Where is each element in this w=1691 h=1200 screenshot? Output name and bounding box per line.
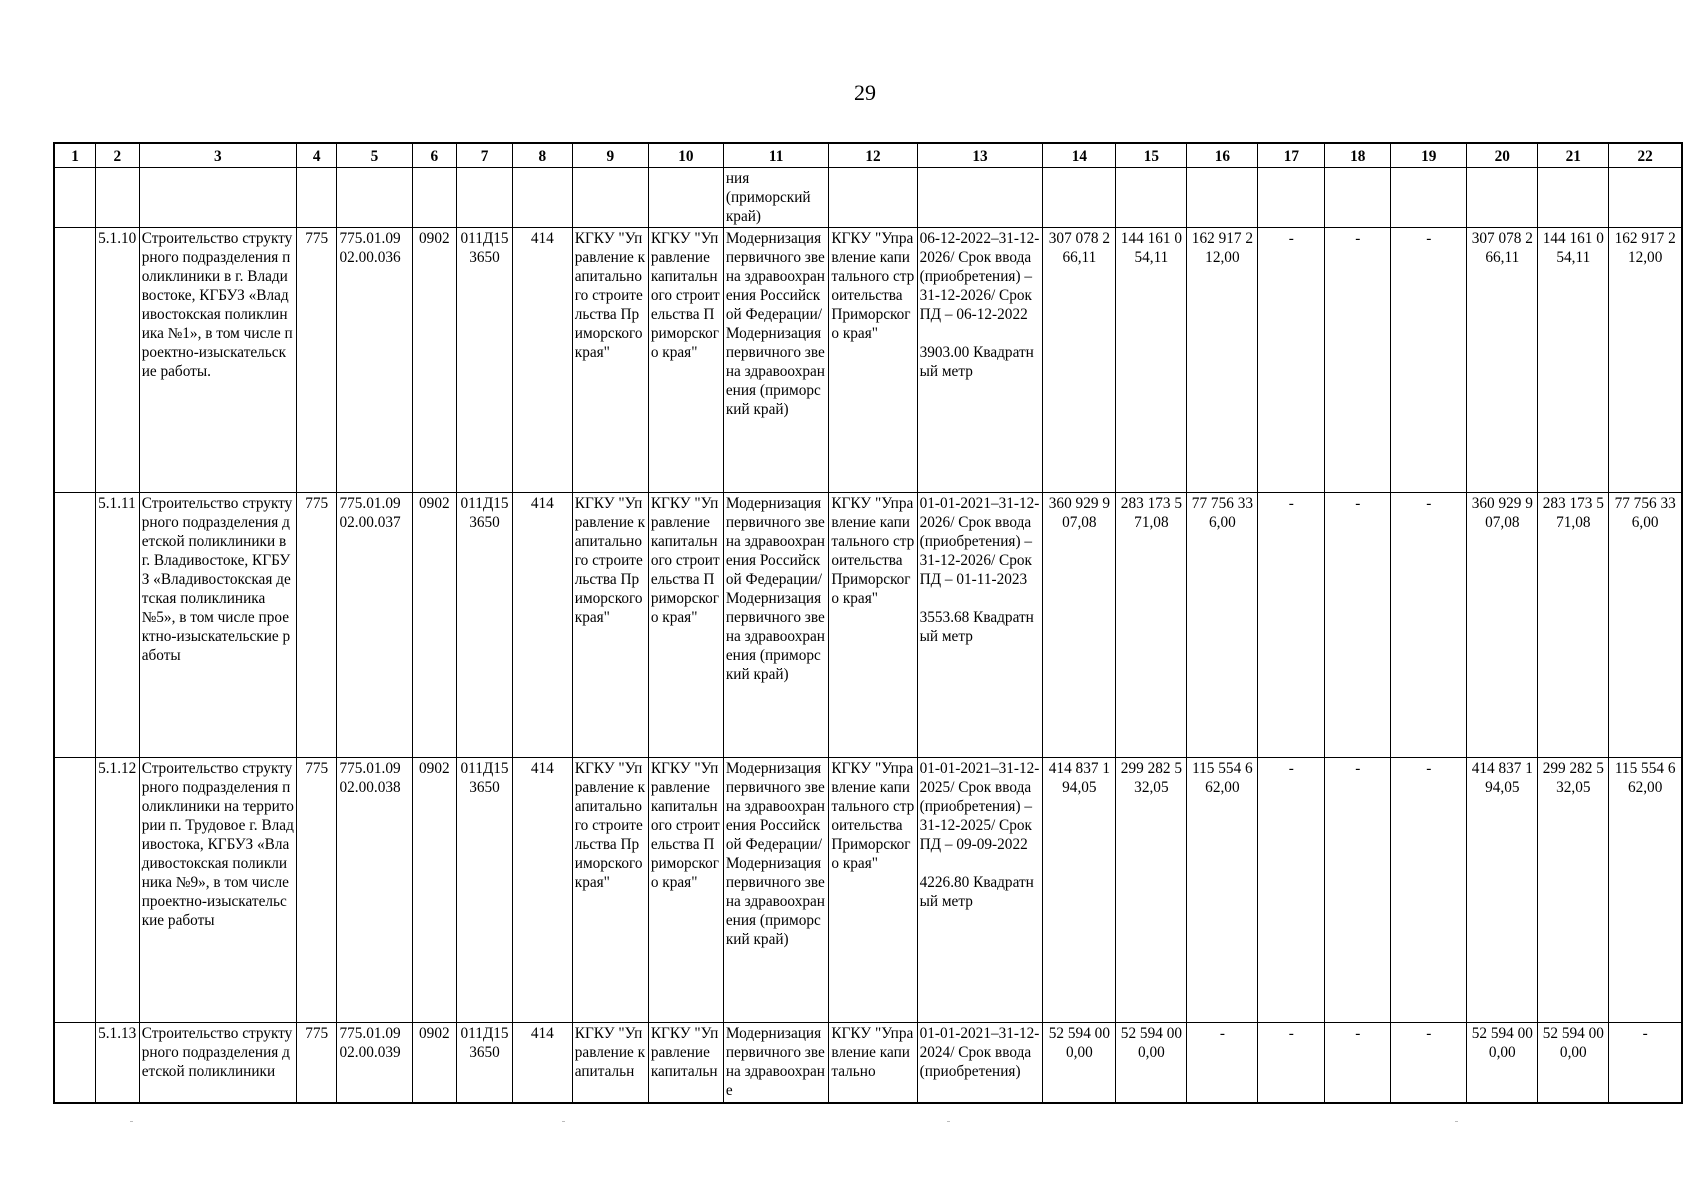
cell: 775 (296, 758, 337, 1023)
amount: 144 161 054,11 (1538, 228, 1609, 493)
col-header: 21 (1538, 143, 1609, 168)
amount: 360 929 907,08 (1467, 493, 1538, 758)
amount: 414 837 194,05 (1467, 758, 1538, 1023)
amount: 77 756 336,00 (1609, 493, 1682, 758)
col-header: 19 (1391, 143, 1467, 168)
amount: 52 594 000,00 (1467, 1023, 1538, 1104)
cell: Модернизация первичного звена здравоохранения Российской Федерации/Модернизация первичного звена здравоохранения (приморский край) (723, 758, 828, 1023)
amount: 414 837 194,05 (1043, 758, 1116, 1023)
col-header: 5 (337, 143, 412, 168)
continuation-cell: ния (приморский край) (723, 168, 828, 228)
col-header: 20 (1467, 143, 1538, 168)
amount: 283 173 571,08 (1538, 493, 1609, 758)
cell: КГКУ "Управление капитального строительства Приморского края" (648, 228, 723, 493)
amount: - (1325, 1023, 1391, 1104)
cell: КГКУ "Управление капитальн (648, 1023, 723, 1104)
cell: 0902 (412, 493, 457, 758)
amount: 115 554 662,00 (1609, 758, 1682, 1023)
cell: КГКУ "Управление капитальн (572, 1023, 648, 1104)
cell: 06-12-2022–31-12-2026/ Срок ввода (приобретения) – 31-12-2026/ Срок ПД – 06-12-2022 3903.00 Квадратный метр (917, 228, 1043, 493)
col-header: 14 (1043, 143, 1116, 168)
amount: - (1391, 758, 1467, 1023)
amount: - (1325, 758, 1391, 1023)
amount: - (1391, 493, 1467, 758)
col-header: 12 (829, 143, 917, 168)
col-header: 8 (512, 143, 572, 168)
row-number: 5.1.12 (96, 758, 140, 1023)
amount: 144 161 054,11 (1116, 228, 1187, 493)
cell: 775.01.09 02.00.039 (337, 1023, 412, 1104)
amount: 307 078 266,11 (1043, 228, 1116, 493)
col-header: 2 (96, 143, 140, 168)
table-row (54, 493, 1682, 758)
amount: - (1187, 1023, 1258, 1104)
amount: 299 282 532,05 (1116, 758, 1187, 1023)
amount: 162 917 212,00 (1187, 228, 1258, 493)
object-name: Строительство структурного подразделения поликлиники в г. Владивостоке, КГБУЗ «Владивостокская поликлиника №1», в том числе проектно-изыскательские работы. (139, 228, 296, 493)
cell: КГКУ "Управление капитального строительства Приморского края" (648, 493, 723, 758)
cell: КГКУ "Управление капитального строительства Приморского края" (829, 493, 917, 758)
col-header: 6 (412, 143, 457, 168)
amount: 283 173 571,08 (1116, 493, 1187, 758)
cell: Модернизация первичного звена здравоохранения Российской Федерации/Модернизация первичного звена здравоохранения (приморский край) (723, 228, 828, 493)
col-header: 18 (1325, 143, 1391, 168)
row-number: 5.1.10 (96, 228, 140, 493)
cell: 775.01.09 02.00.036 (337, 228, 412, 493)
amount: - (1258, 758, 1325, 1023)
col-header: 7 (457, 143, 513, 168)
col-header: 1 (54, 143, 96, 168)
cell: КГКУ "Управление капитального строительства Приморского края" (572, 228, 648, 493)
object-name: Строительство структурного подразделения поликлиники на территории п. Трудовое г. Владивостока, КГБУЗ «Владивостокская поликлиника №9», в том числе проектно-изыскательские работы (139, 758, 296, 1023)
cell: КГКУ "Управление капитального строительства Приморского края" (572, 493, 648, 758)
amount: - (1325, 493, 1391, 758)
amount: 360 929 907,08 (1043, 493, 1116, 758)
row-number: 5.1.13 (96, 1023, 140, 1104)
cell: КГКУ "Управление капитального строительства Приморского края" (648, 758, 723, 1023)
object-name: Строительство структурного подразделения детской поликлиники в г. Владивостоке, КГБУЗ «Владивостокская детская поликлиника №5», в том числе проектно-изыскательские работы (139, 493, 296, 758)
page-number: 29 (854, 80, 876, 105)
amount: 307 078 266,11 (1467, 228, 1538, 493)
scan-speck (947, 1121, 950, 1122)
scan-speck (130, 1121, 133, 1122)
cell: 0902 (412, 1023, 457, 1104)
cell: 775 (296, 228, 337, 493)
cell: КГКУ "Управление капитального строительства Приморского края" (829, 228, 917, 493)
amount: - (1325, 228, 1391, 493)
cell: 775.01.09 02.00.037 (337, 493, 412, 758)
cell: 414 (512, 1023, 572, 1104)
cell: 01-01-2021–31-12-2025/ Срок ввода (приобретения) – 31-12-2025/ Срок ПД – 09-09-2022 4226.80 Квадратный метр (917, 758, 1043, 1023)
cell: КГКУ "Управление капитального строительства Приморского края" (829, 758, 917, 1023)
col-header: 3 (139, 143, 296, 168)
cell: 0902 (412, 758, 457, 1023)
amount: - (1258, 228, 1325, 493)
amount: - (1391, 228, 1467, 493)
cell: Модернизация первичного звена здравоохране (723, 1023, 828, 1104)
col-header: 11 (723, 143, 828, 168)
cell: 414 (512, 228, 572, 493)
cell: 011Д15 3650 (457, 1023, 513, 1104)
scan-speck (562, 1121, 565, 1122)
cell: 011Д15 3650 (457, 493, 513, 758)
amount: 162 917 212,00 (1609, 228, 1682, 493)
amount: - (1609, 1023, 1682, 1104)
amount: 77 756 336,00 (1187, 493, 1258, 758)
col-header: 17 (1258, 143, 1325, 168)
cell: 414 (512, 493, 572, 758)
header-row (54, 143, 1682, 168)
col-header: 10 (648, 143, 723, 168)
cell: 011Д15 3650 (457, 228, 513, 493)
cell: 775.01.09 02.00.038 (337, 758, 412, 1023)
amount: 52 594 000,00 (1043, 1023, 1116, 1104)
cell: 011Д15 3650 (457, 758, 513, 1023)
cell: 01-01-2021–31-12-2026/ Срок ввода (приобретения) – 31-12-2026/ Срок ПД – 01-11-2023 3553.68 Квадратный метр (917, 493, 1043, 758)
amount: - (1258, 493, 1325, 758)
col-header: 15 (1116, 143, 1187, 168)
col-header: 9 (572, 143, 648, 168)
cell: 01-01-2021–31-12-2024/ Срок ввода (приобретения) (917, 1023, 1043, 1104)
table-row (54, 1023, 1682, 1104)
amount: 299 282 532,05 (1538, 758, 1609, 1023)
projects-table (53, 142, 1683, 1104)
col-header: 22 (1609, 143, 1682, 168)
cell: Модернизация первичного звена здравоохранения Российской Федерации/Модернизация первичного звена здравоохранения (приморский край) (723, 493, 828, 758)
object-name: Строительство структурного подразделения детской поликлиники (139, 1023, 296, 1104)
cell: 775 (296, 493, 337, 758)
amount: - (1258, 1023, 1325, 1104)
amount: 52 594 000,00 (1116, 1023, 1187, 1104)
amount: 115 554 662,00 (1187, 758, 1258, 1023)
col-header: 4 (296, 143, 337, 168)
row-number: 5.1.11 (96, 493, 140, 758)
col-header: 13 (917, 143, 1043, 168)
cell: 0902 (412, 228, 457, 493)
cell: КГКУ "Управление капитально (829, 1023, 917, 1104)
amount: 52 594 000,00 (1538, 1023, 1609, 1104)
cell: 775 (296, 1023, 337, 1104)
table-row (54, 758, 1682, 1023)
table-row (54, 228, 1682, 493)
cell: 414 (512, 758, 572, 1023)
scan-speck (1455, 1121, 1458, 1122)
amount: - (1391, 1023, 1467, 1104)
cell: КГКУ "Управление капитального строительства Приморского края" (572, 758, 648, 1023)
col-header: 16 (1187, 143, 1258, 168)
continuation-row (54, 168, 1682, 228)
